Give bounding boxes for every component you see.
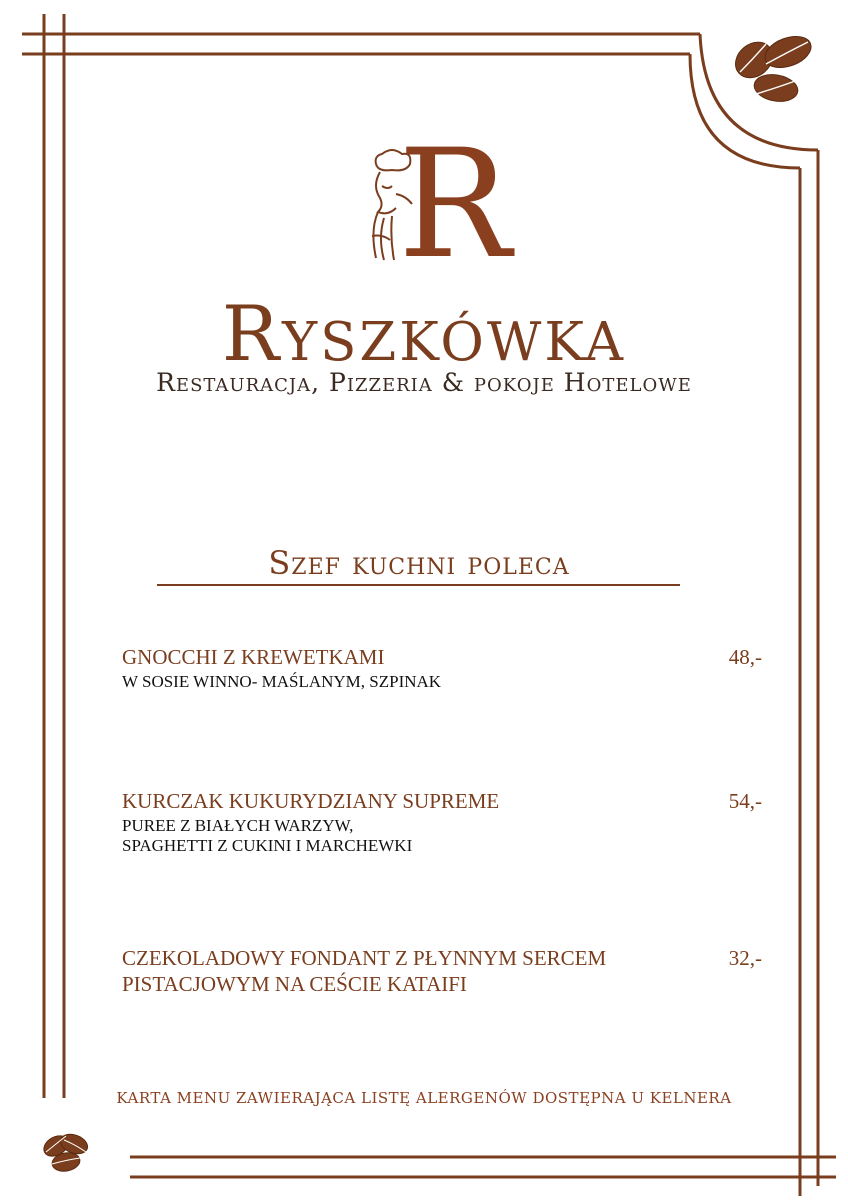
section-divider bbox=[157, 584, 680, 586]
menu-item-name: CZEKOLADOWY FONDANT Z PŁYNNYM SERCEM PISTACJOWYM NA CEŚCIE KATAIFI bbox=[122, 946, 607, 996]
logo-letter: R bbox=[398, 118, 511, 292]
brand-name: Ryszkówka bbox=[221, 289, 627, 378]
leaf-ornament-icon bbox=[726, 30, 816, 114]
brand-subtitle: Restauracja, Pizzeria & pokoje Hotelowe bbox=[156, 368, 692, 397]
menu-item-price: 48,- bbox=[728, 645, 762, 669]
menu-item bbox=[122, 644, 762, 692]
menu-item-description: SPAGHETTI Z CUKINI I MARCHEWKI bbox=[122, 836, 413, 855]
leaf-ornament-icon bbox=[40, 1128, 92, 1178]
allergen-note: KARTA MENU ZAWIERAJĄCA LISTĘ ALERGENÓW DOSTĘPNA U KELNERA bbox=[116, 1089, 732, 1107]
menu-item bbox=[122, 788, 762, 856]
menu-item-price: 32,- bbox=[728, 946, 762, 970]
menu-item-name: GNOCCHI Z KREWETKAMI bbox=[122, 645, 385, 669]
section-title: Szef kuchni poleca bbox=[268, 544, 570, 582]
menu-item-description: W SOSIE WINNO- MAŚLANYM, SZPINAK bbox=[122, 672, 442, 691]
menu-item-name: KURCZAK KUKURYDZIANY SUPREME bbox=[122, 789, 500, 813]
menu-item-description: PUREE Z BIAŁYCH WARZYW, bbox=[122, 816, 354, 835]
menu-item bbox=[122, 945, 762, 997]
menu-item-price: 54,- bbox=[728, 789, 762, 813]
